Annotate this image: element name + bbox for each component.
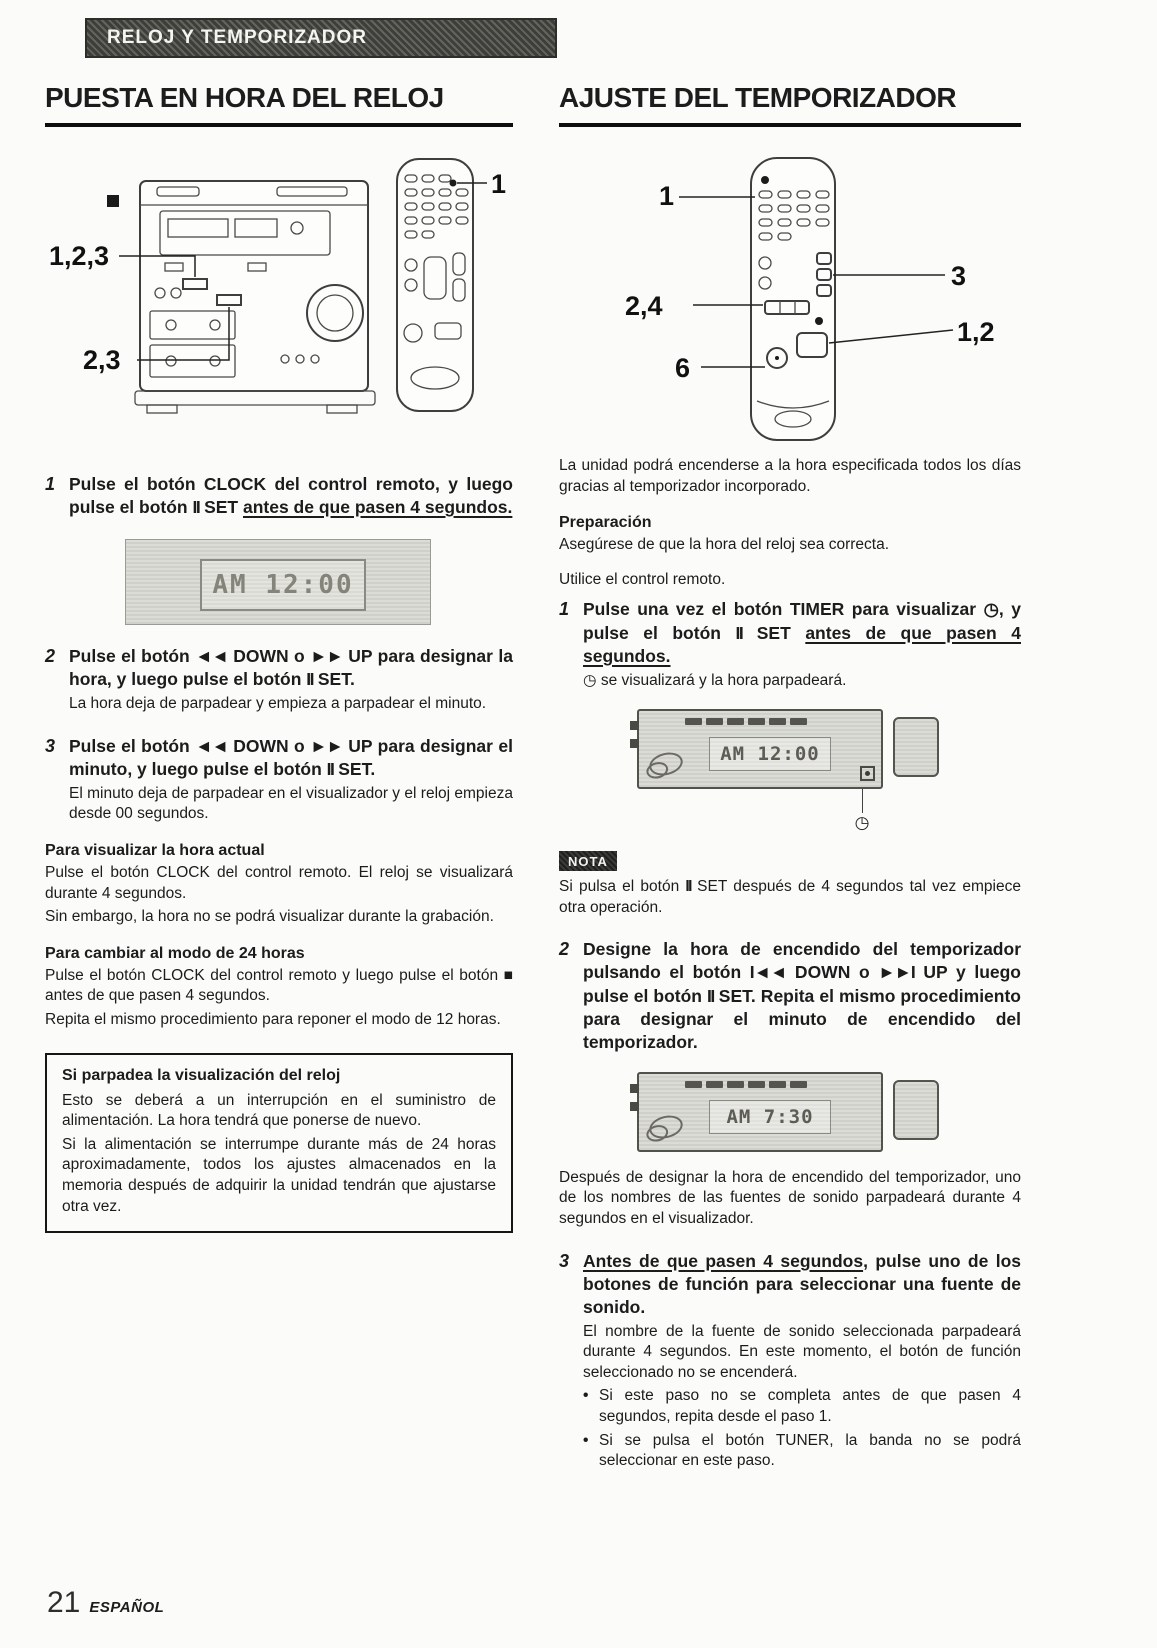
step-text: Pulse el botón CLOCK del control remoto, y luego pulse el botón II SET antes de que pasen 4 segundos. xyxy=(69,474,513,518)
language-label: ESPAÑOL xyxy=(89,1599,165,1616)
step-number: 2 xyxy=(559,939,570,960)
page-number: 21 xyxy=(47,1586,81,1619)
paragraph: Si la alimentación se interrumpe durante más de 24 horas aproximadamente, todos los ajustes almacenados en la memoria después de adquirir la unidad tendrán que ajustarse otra vez. xyxy=(62,1135,496,1215)
step-note: El minuto deja de parpadear en el visualizador y el reloj empieza desde 00 segundos. xyxy=(69,785,513,823)
step-number: 2 xyxy=(45,646,56,667)
bullet-icon: • xyxy=(583,1431,589,1449)
timer-display-value: AM 7:30 xyxy=(709,1100,831,1134)
timer-step-3 xyxy=(559,1250,1021,1472)
figure-callout-24: 2,4 xyxy=(625,291,663,321)
timer-icon: ◷ xyxy=(583,671,597,689)
brand-logo-sketch xyxy=(647,749,685,779)
paragraph: Pulse el botón CLOCK del control remoto y luego pulse el botón ■ antes de que pasen 4 segundos. xyxy=(45,966,513,1005)
paragraph: Repita el mismo procedimiento para reponer el modo de 12 horas. xyxy=(45,1010,501,1028)
figure-callout-6: 6 xyxy=(675,353,691,383)
down-icon: ◄◄ xyxy=(195,646,228,667)
paragraph: Esto se deberá a un interrupción en el suministro de alimentación. La hora tendrá que ponerse de nuevo. xyxy=(62,1091,496,1130)
display-panel xyxy=(637,709,883,789)
step-note: El nombre de la fuente de sonido seleccionada parpadeará durante 4 segundos. En este momento, el botón de función seleccionado no se encenderá. xyxy=(583,1322,1021,1381)
step-note: ◷ se visualizará y la hora parpadeará. xyxy=(583,671,847,689)
bullet-icon: • xyxy=(583,1387,589,1405)
timer-setting-column xyxy=(559,78,1021,1472)
nota-text: Si pulsa el botón II SET después de 4 segundos tal vez empiece otra operación. xyxy=(559,878,1021,916)
paragraph: Asegúrese de que la hora del reloj sea correcta. xyxy=(559,536,890,554)
down-icon: ◄◄ xyxy=(195,735,228,756)
brand-logo-sketch xyxy=(647,1112,685,1142)
use-remote-note: Utilice el control remoto. xyxy=(559,570,726,588)
clock-blinking-note-box xyxy=(45,1053,513,1234)
clock-step-3 xyxy=(45,735,513,825)
bullet-item: • Si este paso no se completa antes de que pasen 4 segundos, repita desde el paso 1. xyxy=(583,1386,1021,1427)
step-number: 1 xyxy=(559,599,570,620)
sound-mode-indicators xyxy=(685,718,807,725)
timer-icon: ◷ xyxy=(854,813,870,833)
timer-display-value: AM 12:00 xyxy=(709,737,831,771)
pause-icon: II xyxy=(685,878,691,896)
page-title-timer: AJUSTE DEL TEMPORIZADOR xyxy=(559,82,1021,127)
step-text: Designe la hora de encendido del temporizador pulsando el botón I◄◄ DOWN o ►►I UP y luego pulse el botón II SET. Repita el mismo procedimiento para designar el minuto de encendido del temporizador. xyxy=(583,939,1021,1052)
function-window xyxy=(893,1080,939,1140)
paragraph: Sin embargo, la hora no se podrá visualizar durante la grabación. xyxy=(45,908,494,926)
step-number: 3 xyxy=(45,735,56,756)
panel-tag xyxy=(630,1084,639,1093)
step-note: La hora deja de parpadear y empieza a parpadear el minuto. xyxy=(69,695,487,713)
system-and-remote-illustration xyxy=(45,153,513,453)
after-setting-note: Después de designar la hora de encendido del temporizador, uno de los nombres de las fuentes de sonido parpadeará durante 4 segundos en el visualizador. xyxy=(559,1168,1021,1228)
pause-icon: II xyxy=(735,622,743,643)
skip-down-icon: I◄◄ xyxy=(749,962,787,983)
figure-callout-1: 1 xyxy=(491,169,507,199)
panel-tag xyxy=(630,1102,639,1111)
page-title-clock: PUESTA EN HORA DEL RELOJ xyxy=(45,82,513,127)
pause-icon: II xyxy=(326,758,334,779)
timer-display-illustration-1 xyxy=(637,709,1021,789)
timer-step-1 xyxy=(559,598,1021,691)
figure-callout-3: 3 xyxy=(951,261,967,291)
timer-indicator-button xyxy=(860,766,875,781)
bullet-item: • Si se pulsa el botón TUNER, la banda no se podrá seleccionar en este paso. xyxy=(583,1431,1021,1472)
pause-icon: II xyxy=(707,985,714,1006)
remote-control-drawing xyxy=(397,159,473,411)
section-banner-title: RELOJ Y TEMPORIZADOR xyxy=(107,27,367,48)
step-number: 1 xyxy=(45,474,56,494)
clock-display-value: AM 12:00 xyxy=(212,570,354,601)
clock-display-illustration xyxy=(125,539,431,625)
stereo-unit-drawing xyxy=(135,181,375,413)
content-columns xyxy=(45,78,1021,1472)
note-box-heading: Si parpadea la visualización del reloj xyxy=(62,1066,341,1084)
clock-figure xyxy=(45,153,513,453)
pause-icon: II xyxy=(306,669,313,690)
remote-illustration xyxy=(559,153,1021,453)
skip-up-icon: ►►I xyxy=(878,962,915,983)
timer-display-illustration-2 xyxy=(637,1072,1021,1152)
timer-icon-callout xyxy=(851,789,873,831)
display-panel xyxy=(637,1072,883,1152)
up-icon: ►► xyxy=(310,646,343,667)
timer-figure xyxy=(559,153,1021,453)
page-footer xyxy=(47,1586,164,1620)
figure-callout-12: 1,2 xyxy=(957,317,995,347)
step-number: 3 xyxy=(559,1250,570,1271)
clock-step-2 xyxy=(45,645,513,715)
step-text: Pulse una vez el botón TIMER para visualizar ◷, y pulse el botón II SET antes de que pasen 4 segundos. xyxy=(583,599,1021,666)
timer-icon: ◷ xyxy=(983,599,999,620)
step-text: Pulse el botón ◄◄ DOWN o ►► UP para designar el minuto, y luego pulse el botón II SET. xyxy=(69,735,513,779)
paragraph: Pulse el botón CLOCK del control remoto. El reloj se visualizará durante 4 segundos. xyxy=(45,863,513,902)
nota-section xyxy=(559,851,1021,918)
figure-callout-1: 1 xyxy=(659,181,675,211)
timer-intro: La unidad podrá encenderse a la hora especificada todos los días gracias al temporizador incorporado. xyxy=(559,457,1021,495)
up-icon: ►► xyxy=(310,735,343,756)
clock-lcd xyxy=(200,559,366,611)
section-banner xyxy=(85,18,557,58)
function-window xyxy=(893,717,939,777)
figure-callout-123: 1,2,3 xyxy=(49,241,110,271)
remote-control-drawing xyxy=(751,158,835,440)
step-text: Antes de que pasen 4 segundos, pulse uno de los botones de función para seleccionar una fuente de sonido. xyxy=(583,1250,1021,1317)
panel-tag xyxy=(630,721,639,730)
sound-mode-indicators xyxy=(685,1081,807,1088)
pause-icon: II xyxy=(192,497,200,518)
panel-tag xyxy=(630,739,639,748)
stop-button-icon xyxy=(107,195,119,207)
clock-setting-column xyxy=(45,78,513,1472)
stop-icon: ■ xyxy=(503,966,513,984)
nota-badge: NOTA xyxy=(559,851,617,871)
preparation-heading: Preparación xyxy=(559,514,652,532)
subsection-heading-24h-mode: Para cambiar al modo de 24 horas xyxy=(45,944,305,962)
callout-line xyxy=(862,789,863,813)
clock-step-1 xyxy=(45,473,513,519)
subsection-heading-current-time: Para visualizar la hora actual xyxy=(45,841,265,859)
step-text: Pulse el botón ◄◄ DOWN o ►► UP para designar la hora, y luego pulse el botón II SET. xyxy=(69,646,513,690)
timer-step-2 xyxy=(559,938,1021,1053)
figure-callout-23: 2,3 xyxy=(83,345,121,375)
